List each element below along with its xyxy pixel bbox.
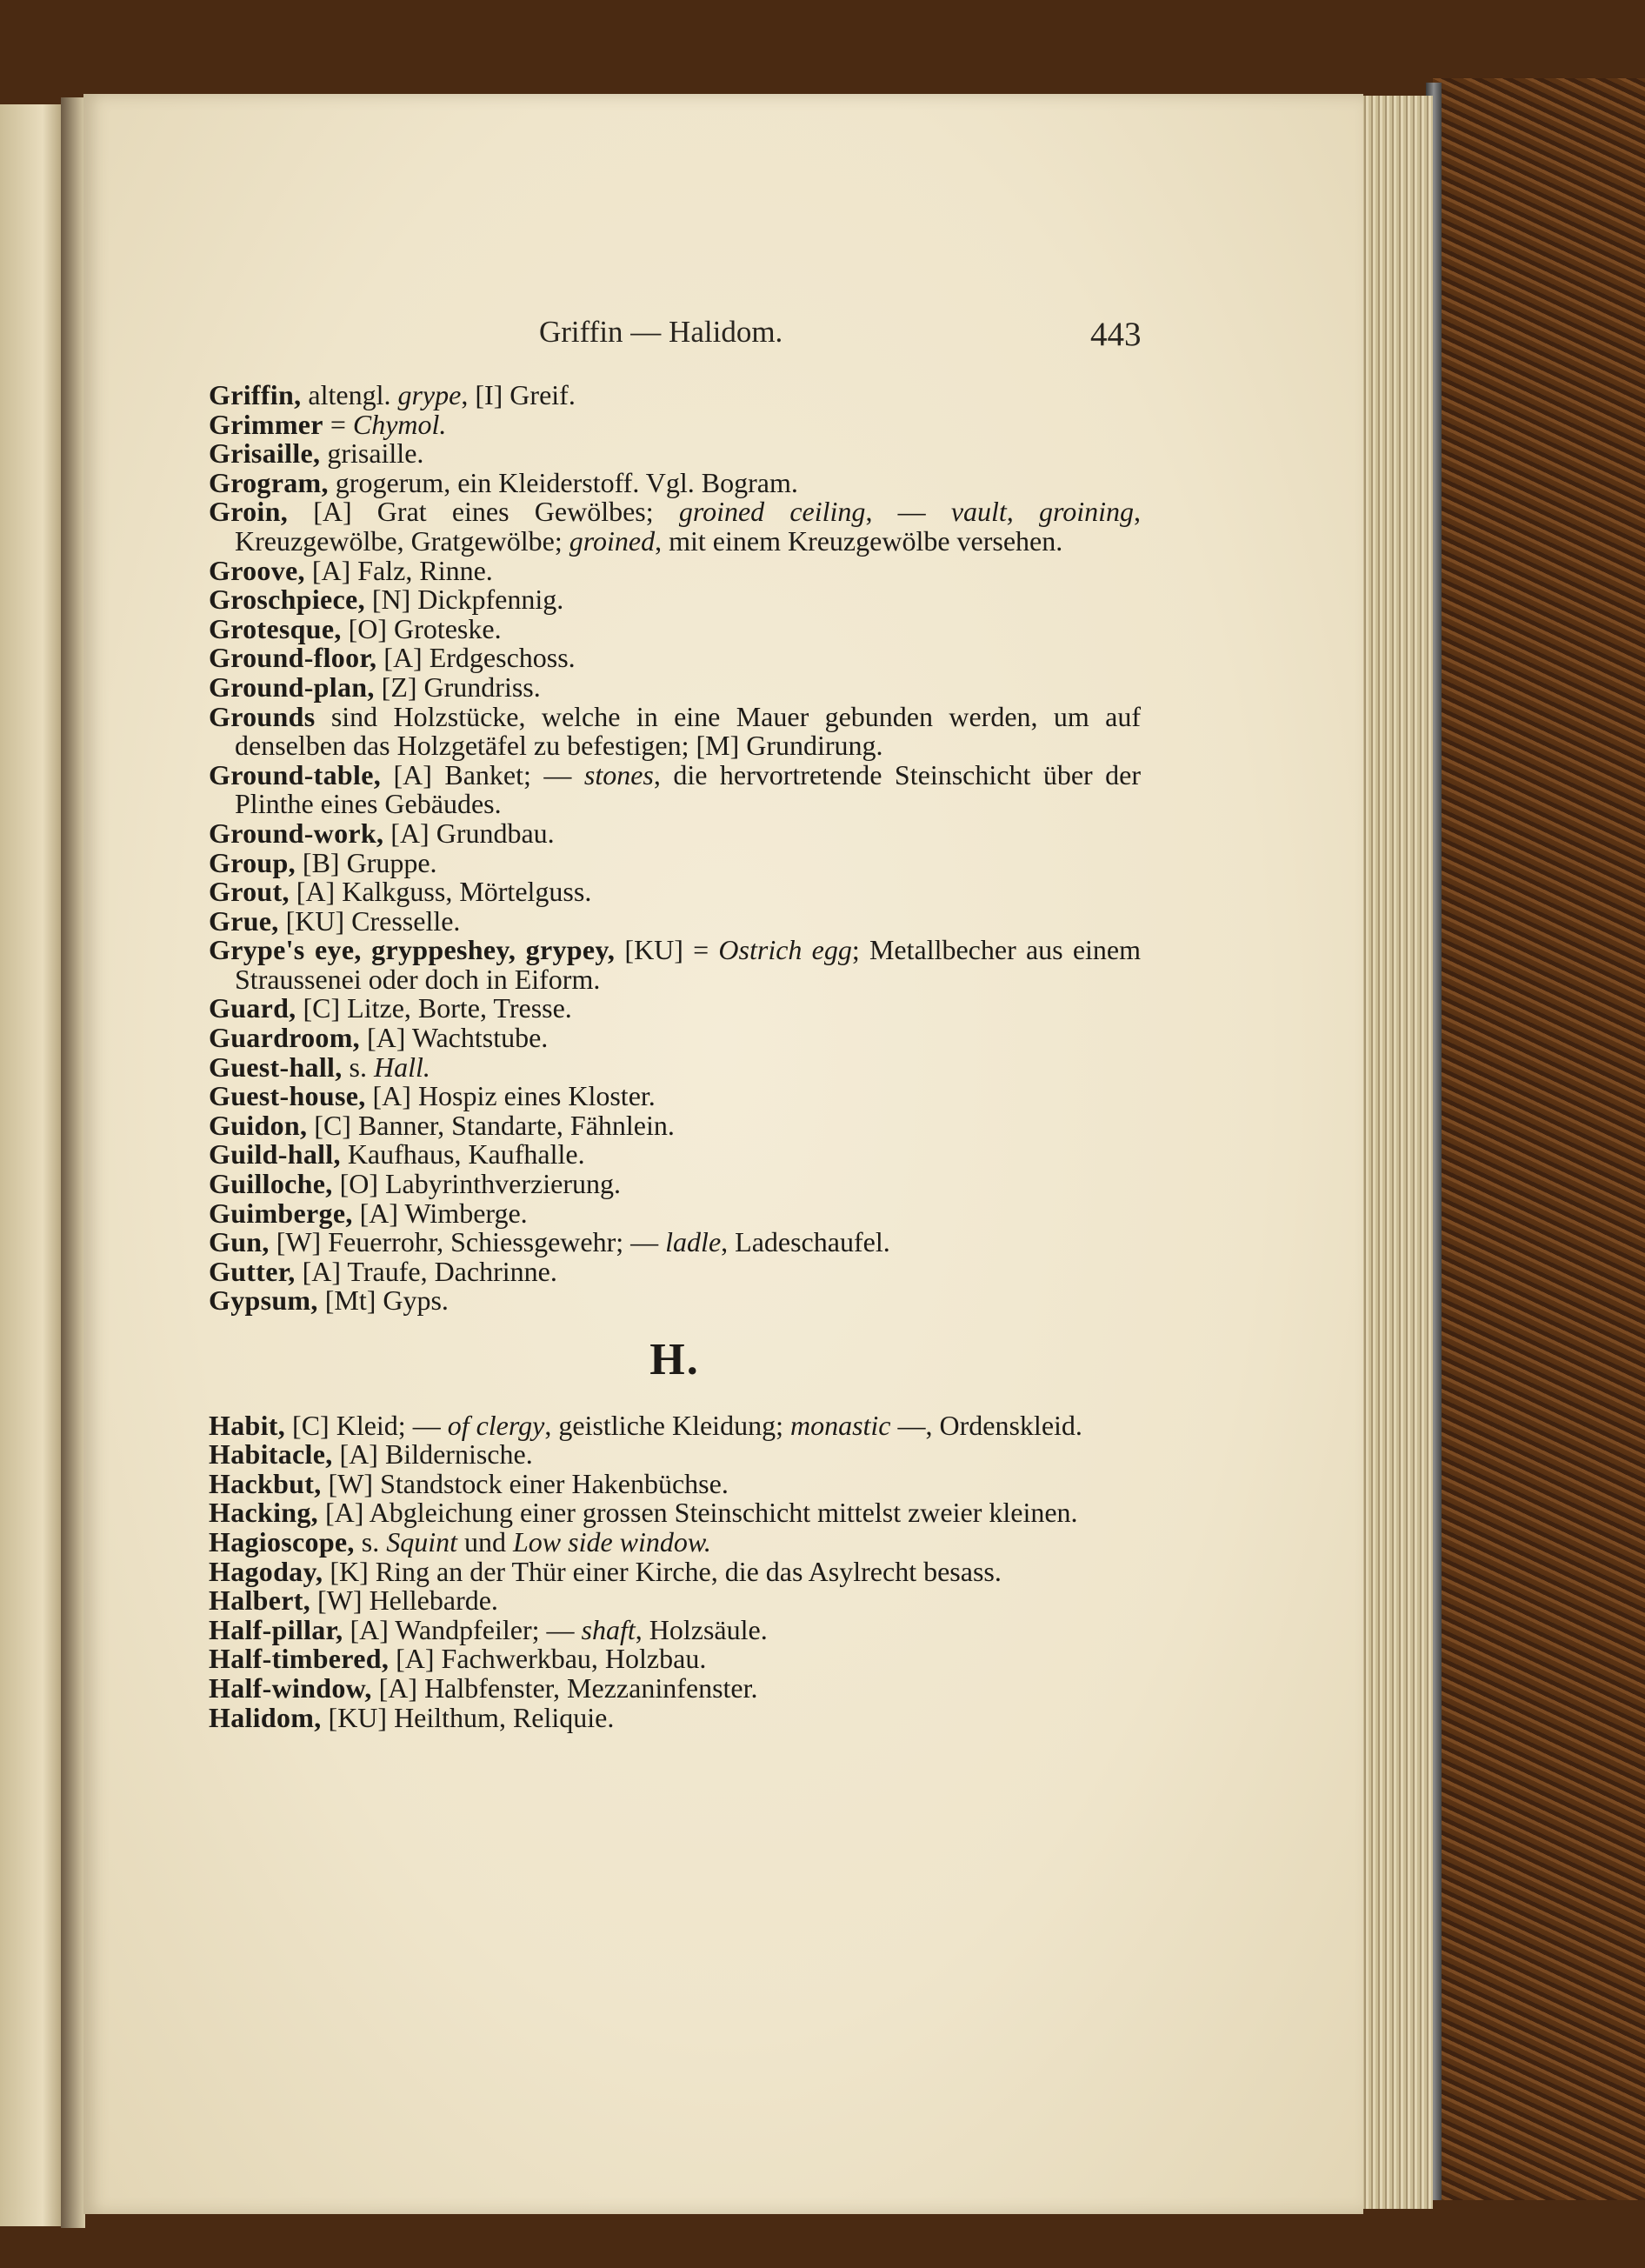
entry-text: grogerum, ein Kleiderstoff. Vgl. Bogram. [328, 466, 798, 498]
entry-text: [KU] Cresselle. [278, 904, 461, 937]
entry-headword: Ground-work, [209, 817, 384, 849]
entry-text: , Ladeschaufel. [721, 1226, 890, 1258]
entry-headword: Halidom, [209, 1701, 322, 1733]
entry-text: [A] Bildernische. [332, 1438, 533, 1471]
entry-headword: Gypsum, [209, 1284, 318, 1317]
running-head: Griffin — Halidom. [539, 315, 783, 349]
entry-text: [W] Standstock einer Hakenbüchse. [321, 1467, 729, 1499]
dictionary-entry [209, 1257, 1141, 1287]
entry-text: [A] Kalkguss, Mörtelguss. [289, 876, 592, 908]
dictionary-entry [209, 410, 1141, 440]
dictionary-entry [209, 1613, 1141, 1645]
entry-text: [A] Grundbau. [383, 817, 555, 849]
dictionary-entry [209, 1555, 1141, 1587]
dictionary-entry [209, 1082, 1141, 1111]
entry-headword: Gutter, [209, 1255, 296, 1287]
dictionary-entry [209, 1671, 1141, 1704]
dictionary-entry [209, 439, 1141, 469]
dictionary-entry [209, 1199, 1141, 1229]
dictionary-entry [209, 1228, 1141, 1257]
entry-italic-text: stones [583, 758, 654, 790]
entries-g [209, 381, 1141, 1316]
dictionary-entry [209, 1498, 1141, 1528]
entry-text: [A] Fachwerkbau, Holzbau. [389, 1643, 707, 1675]
entry-text: [A] Wimberge. [352, 1197, 528, 1229]
entry-headword: Ground-plan, [209, 670, 375, 703]
entry-text: , die hervortretende Steinschicht über der Plinthe eines Gebäudes. [235, 758, 1142, 820]
entries-h [209, 1411, 1141, 1733]
entry-text: —, Ordenskleid. [890, 1409, 1082, 1441]
entry-headword: Guest-hall, [209, 1051, 343, 1083]
dictionary-entry [209, 1525, 1141, 1558]
dictionary-entry [209, 381, 1141, 410]
entry-headword: Guidon, [209, 1109, 308, 1141]
entry-headword: Hacking, [209, 1497, 318, 1529]
entry-text: [KU] Heilthum, Reliquie. [321, 1701, 615, 1733]
entry-headword: Grounds [209, 700, 316, 732]
book-cover [1433, 78, 1645, 2200]
entry-text: [Z] Grundriss. [374, 670, 541, 703]
entry-text: Kaufhaus, Kaufhalle. [340, 1138, 585, 1171]
entry-text: [A] Halbfenster, Mezzaninfenster. [371, 1671, 758, 1704]
entry-headword: Half-timbered, [209, 1643, 390, 1675]
entry-text: [A] Traufe, Dachrinne. [295, 1255, 557, 1287]
dictionary-entry [209, 1140, 1141, 1170]
dictionary-entry [209, 466, 1141, 498]
entry-text: [K] Ring an der Thür einer Kirche, die das Asylrecht besass. [323, 1555, 1002, 1587]
dictionary-entry [209, 877, 1141, 907]
entry-headword: Guest-house, [209, 1080, 366, 1112]
entry-text: sind Holzstücke, welche in eine Mauer gebunden werden, um auf denselben das Holzgetäfel zu befestigen; [M] Grundirung. [235, 700, 1141, 762]
entry-text: s. [342, 1051, 374, 1083]
entry-text: [W] Hellebarde. [310, 1584, 498, 1617]
dictionary-entry [209, 994, 1141, 1024]
entry-headword: Grype's eye, gryppeshey, grypey, [209, 934, 616, 966]
entry-headword: Hackbut, [209, 1467, 322, 1499]
entry-headword: Grisaille, [209, 437, 321, 470]
entry-headword: Group, [209, 846, 296, 878]
entry-headword: Gun, [209, 1226, 270, 1258]
entry-headword: Groschpiece, [209, 584, 365, 616]
entry-headword: Groin, [209, 496, 289, 528]
page-number: 443 [1090, 316, 1142, 353]
entry-text: [O] Groteske. [341, 612, 502, 644]
entry-text: [A] Hospiz eines Kloster. [365, 1080, 656, 1112]
entry-text: , — [865, 496, 951, 528]
entry-text: , Holzsäule. [635, 1613, 768, 1645]
entry-headword: Grue, [209, 904, 279, 937]
dictionary-entry [209, 1411, 1141, 1441]
left-page-edge [0, 104, 61, 2226]
entry-text: [O] Labyrinthverzierung. [332, 1168, 621, 1200]
entry-italic-text: grype [397, 379, 462, 410]
dictionary-entry [209, 936, 1141, 994]
entry-headword: Guimberge, [209, 1197, 353, 1229]
dictionary-text [209, 381, 1141, 1732]
entry-italic-text: Ostrich egg [718, 934, 852, 966]
entry-text: , geistliche Kleidung; [544, 1409, 790, 1441]
entry-italic-text: monastic [789, 1409, 891, 1441]
dictionary-entry [209, 1440, 1141, 1470]
entry-italic-text: Chymol. [352, 408, 447, 440]
entry-text: [A] Banket; — [381, 758, 584, 790]
entry-headword: Half-pillar, [209, 1613, 343, 1645]
entry-italic-text: Hall. [374, 1051, 430, 1083]
entry-headword: Habit, [209, 1409, 286, 1441]
entry-text: = [323, 408, 353, 440]
entry-text: s. [354, 1525, 387, 1558]
dictionary-entry [209, 1111, 1141, 1141]
dictionary-entry [209, 1024, 1141, 1053]
entry-text: [C] Banner, Standarte, Fähnlein. [307, 1109, 675, 1141]
entry-text: , mit einem Kreuzgewölbe versehen. [655, 524, 1063, 557]
entry-text: , Kreuzgewölbe, Gratgewölbe; [235, 496, 1142, 557]
entry-headword: Guild-hall, [209, 1138, 341, 1171]
entry-italic-text: Squint [386, 1525, 457, 1558]
entry-headword: Ground-floor, [209, 642, 377, 674]
book-gutter [61, 97, 85, 2228]
dictionary-entry [209, 1286, 1141, 1316]
entry-text: [A] Falz, Rinne. [304, 554, 493, 586]
entry-headword: Grotesque, [209, 612, 342, 644]
entry-italic-text: ladle [665, 1226, 722, 1258]
entry-text: [A] Wandpfeiler; — [343, 1613, 582, 1645]
entry-italic-text: shaft [581, 1613, 636, 1645]
dictionary-entry [209, 497, 1141, 556]
dictionary-entry [209, 904, 1141, 937]
entry-text: [A] Grat eines Gewölbes; [288, 496, 679, 528]
entry-text: [Mt] Gyps. [317, 1284, 449, 1317]
entry-headword: Guard, [209, 992, 296, 1024]
entry-text: [A] Wachtstube. [359, 1022, 549, 1054]
entry-text: [N] Dickpfennig. [364, 584, 564, 616]
entry-italic-text: groined ceiling [678, 496, 866, 528]
dictionary-entry [209, 670, 1141, 703]
entry-headword: Guardroom, [209, 1022, 360, 1054]
entry-headword: Grogram, [209, 466, 329, 498]
entry-headword: Griffin, [209, 379, 302, 410]
entry-text: [B] Gruppe. [295, 846, 437, 878]
dictionary-entry [209, 585, 1141, 615]
entry-text: ; Metallbecher aus einem Straussenei oder doch in Eiform. [235, 934, 1142, 995]
entry-headword: Habitacle, [209, 1438, 333, 1471]
entry-headword: Ground-table, [209, 758, 382, 790]
entry-italic-text: Low side window. [512, 1525, 711, 1558]
entry-text: [C] Kleid; — [285, 1409, 448, 1441]
dictionary-entry [209, 554, 1141, 586]
entry-headword: Hagioscope, [209, 1525, 355, 1558]
entry-italic-text: vault, groining [950, 496, 1135, 528]
dictionary-entry [209, 819, 1141, 849]
page-edges [1362, 96, 1433, 2209]
entry-headword: Grimmer [209, 408, 323, 440]
dictionary-entry [209, 700, 1141, 762]
entry-text: [W] Feuerrohr, Schiessgewehr; — [269, 1226, 666, 1258]
dictionary-entry [209, 846, 1141, 878]
entry-text: grisaille. [320, 437, 424, 470]
entry-headword: Groove, [209, 554, 305, 586]
dictionary-entry [209, 1586, 1141, 1616]
entry-text: altengl. [301, 379, 398, 410]
entry-headword: Grout, [209, 876, 290, 908]
dictionary-entry [209, 644, 1141, 673]
entry-text: [A] Abgleichung einer grossen Steinschicht mittelst zweier kleinen. [317, 1497, 1078, 1529]
dictionary-entry [209, 1467, 1141, 1499]
entry-headword: Hagoday, [209, 1555, 323, 1587]
dictionary-entry [209, 1644, 1141, 1674]
entry-headword: Halbert, [209, 1584, 311, 1617]
entry-text: [C] Litze, Borte, Tresse. [296, 992, 572, 1024]
dictionary-entry [209, 612, 1141, 644]
entry-italic-text: of clergy [447, 1409, 545, 1441]
entry-text: und [456, 1525, 513, 1558]
entry-italic-text: groined [569, 524, 656, 557]
entry-text: [KU] = [615, 934, 719, 966]
dictionary-entry [209, 1053, 1141, 1083]
dictionary-entry [209, 758, 1142, 820]
section-heading: H. [649, 1335, 700, 1384]
entry-headword: Half-window, [209, 1671, 372, 1704]
entry-headword: Guilloche, [209, 1168, 333, 1200]
entry-text: [A] Erdgeschoss. [376, 642, 576, 674]
dictionary-entry [209, 1170, 1141, 1199]
entry-text: , [I] Greif. [461, 379, 576, 410]
dictionary-entry [209, 1701, 1141, 1733]
